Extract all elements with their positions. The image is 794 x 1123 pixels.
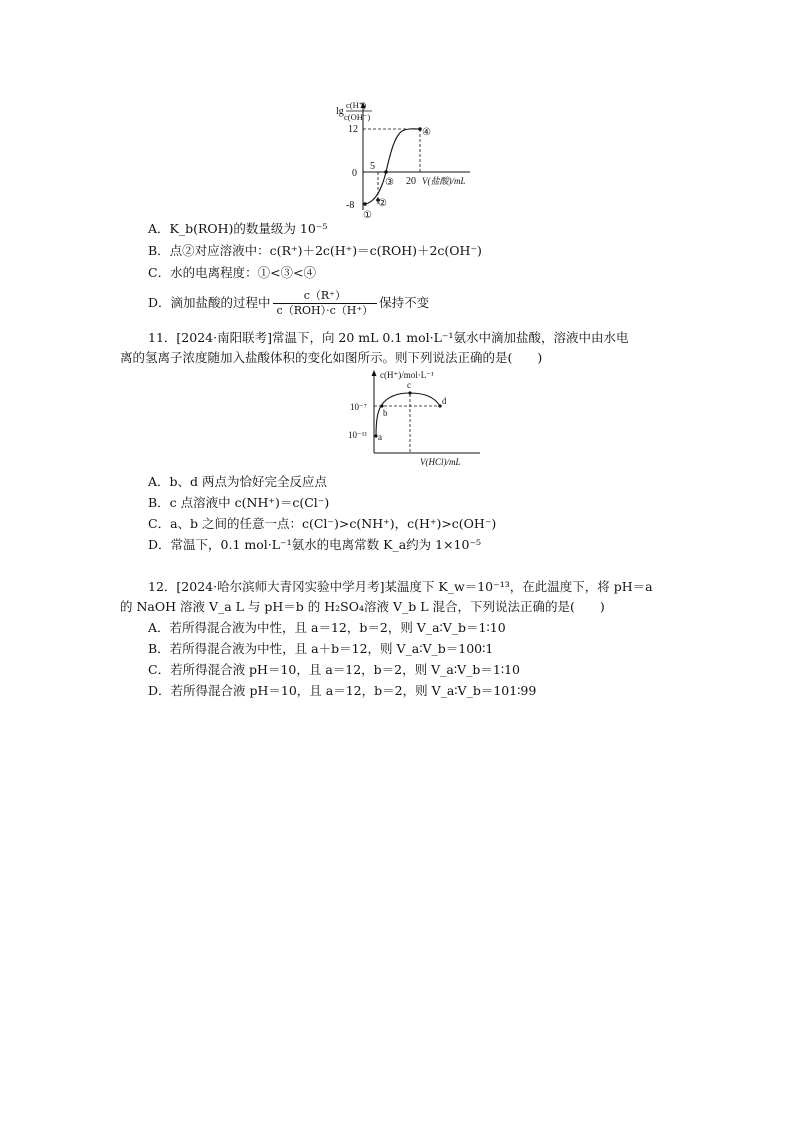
fig2-point-b: b: [383, 408, 388, 418]
fig2-point-d: d: [442, 396, 447, 406]
titration-graph-1: [330, 98, 480, 220]
fig1-point-1: ①: [363, 210, 372, 220]
titration-graph-2: [340, 368, 490, 468]
fig1-point-3: ③: [385, 177, 394, 188]
q12-option-d: D．若所得混合液 pH＝10，且 a＝12，b＝2，则 V_a∶V_b＝101∶99: [148, 683, 537, 698]
q10-option-a: A．K_b(ROH)的数量级为 10⁻⁵: [148, 221, 328, 236]
q11-option-b: B．c 点溶液中 c(NH⁺)＝c(Cl⁻): [148, 495, 330, 510]
q10-option-d-numerator: c（R⁺）: [273, 289, 378, 304]
fig1-tick-5: 5: [370, 161, 375, 172]
fig2-ylabel: c(H⁺)/mol·L⁻¹: [380, 370, 434, 380]
fig2-point-c: c: [407, 380, 411, 390]
q10-option-d: [148, 285, 429, 321]
fig2-tick-7: 10⁻⁷: [350, 402, 367, 412]
q10-option-d-fraction: [273, 289, 378, 318]
q12-option-b: B．若所得混合液为中性，且 a＋b＝12，则 V_a∶V_b＝100∶1: [148, 641, 494, 656]
fig1-xtick-20: 20: [406, 176, 416, 187]
q10-option-d-denominator: c（ROH）·c（H⁺）: [276, 304, 374, 317]
q11-option-c: C．a、b 之间的任意一点：c(Cl⁻)>c(NH⁺)，c(H⁺)>c(OH⁻): [148, 516, 497, 531]
q10-option-c: C．水的电离程度：①<③<④: [148, 265, 317, 280]
q11-option-a: A．b、d 两点为恰好完全反应点: [148, 474, 328, 489]
fig1-ylabel-num: c(H⁺): [346, 100, 367, 110]
fig2-xlabel: V(HCl)/mL: [420, 457, 461, 467]
fig2-tick-11: 10⁻¹¹: [348, 430, 368, 440]
fig2-point-a: a: [378, 432, 382, 442]
q12-option-c: C．若所得混合液 pH＝10，且 a＝12，b＝2，则 V_a∶V_b＝1∶10: [148, 662, 520, 677]
fig1-ylabel-den: c(OH⁻): [344, 112, 371, 122]
fig1-xlabel: V(盐酸)/mL: [422, 176, 466, 186]
fig1-point-2: ②: [378, 198, 387, 209]
q12-stem-line-2: 的 NaOH 溶液 V_a L 与 pH＝b 的 H₂SO₄溶液 V_b L 混合，下列说法正确的是( ): [120, 599, 605, 614]
q11-stem-line-1: 11．[2024·南阳联考]常温下，向 20 mL 0.1 mol·L⁻¹氨水中滴加盐酸，溶液中由水电: [148, 330, 629, 345]
q12-stem-line-1: 12．[2024·哈尔滨师大青冈实验中学月考]某温度下 K_w＝10⁻¹³，在此温度下，将 pH＝a: [148, 579, 653, 594]
q10-option-d-prefix: D．滴加盐酸的过程中: [148, 295, 271, 310]
q10-option-b: B．点②对应溶液中：c(R⁺)＋2c(H⁺)＝c(ROH)＋2c(OH⁻): [148, 243, 482, 258]
q11-option-d: D．常温下，0.1 mol·L⁻¹氨水的电离常数 K_a约为 1×10⁻⁵: [148, 537, 482, 552]
q12-option-a: A．若所得混合液为中性，且 a＝12，b＝2，则 V_a∶V_b＝1∶10: [148, 620, 506, 635]
fig1-ylabel-lg: lg: [336, 106, 344, 117]
q10-option-d-suffix: 保持不变: [379, 295, 430, 310]
fig1-tick-0: 0: [352, 168, 357, 179]
q11-stem-line-2: 离的氢离子浓度随加入盐酸体积的变化如图所示。则下列说法正确的是( ): [120, 350, 543, 365]
fig1-point-4: ④: [422, 127, 431, 138]
fig1-tick-12: 12: [348, 124, 358, 135]
fig1-tick-m8: -8: [346, 200, 355, 211]
